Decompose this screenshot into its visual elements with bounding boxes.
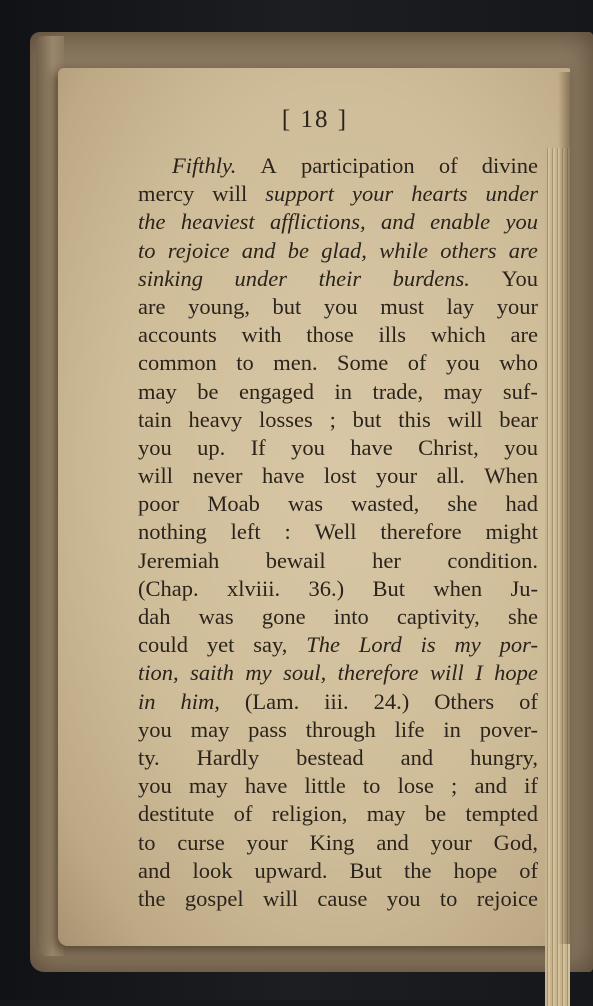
text-line bbox=[138, 349, 538, 377]
word: was bbox=[288, 491, 323, 517]
word: Some bbox=[337, 350, 389, 376]
word: hearts bbox=[411, 181, 468, 207]
word: tain bbox=[138, 406, 172, 432]
text-line bbox=[138, 237, 538, 265]
word: Moab bbox=[207, 491, 260, 517]
word: poor bbox=[138, 491, 180, 517]
word: will bbox=[212, 181, 248, 207]
word: young, bbox=[188, 293, 250, 319]
word: If bbox=[250, 434, 266, 460]
word: have bbox=[350, 434, 393, 460]
word: you bbox=[323, 293, 358, 319]
text-line bbox=[138, 885, 538, 913]
word: hungry, bbox=[470, 744, 538, 770]
word: King bbox=[309, 829, 355, 855]
word: captivity, bbox=[396, 604, 480, 629]
word: support bbox=[265, 181, 334, 207]
word: of bbox=[438, 153, 458, 178]
word: the bbox=[138, 209, 166, 235]
word: But bbox=[372, 575, 405, 601]
word: engaged bbox=[239, 378, 314, 404]
text-line bbox=[138, 688, 538, 716]
word: say, bbox=[253, 632, 288, 658]
word: bear bbox=[499, 406, 538, 432]
word: under bbox=[485, 181, 538, 207]
text-line bbox=[138, 659, 538, 687]
word: my bbox=[454, 632, 481, 658]
word: xlviii. bbox=[226, 575, 281, 601]
word: you bbox=[504, 434, 538, 460]
word: : bbox=[284, 519, 291, 545]
word: When bbox=[484, 463, 538, 489]
word: their bbox=[318, 265, 362, 291]
text-line bbox=[138, 518, 538, 546]
word: when bbox=[433, 575, 483, 601]
word: ills bbox=[378, 322, 406, 348]
word: hope bbox=[494, 660, 538, 686]
word: be bbox=[197, 378, 219, 404]
word: never bbox=[192, 463, 243, 489]
word: rejoice bbox=[476, 885, 538, 911]
word: you bbox=[291, 434, 325, 460]
word: others bbox=[440, 237, 497, 263]
word: I bbox=[475, 660, 483, 686]
word: God, bbox=[493, 829, 538, 855]
word: will bbox=[447, 406, 483, 432]
word: common bbox=[138, 350, 217, 376]
word: your bbox=[352, 181, 394, 207]
word: glad, bbox=[321, 237, 367, 263]
word: will bbox=[429, 660, 464, 686]
text-line bbox=[138, 772, 538, 800]
word: heavy bbox=[188, 406, 243, 432]
word: (Chap. bbox=[138, 575, 199, 601]
word: you bbox=[138, 434, 172, 460]
word: under bbox=[234, 265, 288, 291]
word: lose bbox=[397, 773, 434, 799]
word: dah bbox=[138, 604, 171, 629]
text-line bbox=[138, 152, 538, 180]
word: you bbox=[446, 350, 480, 376]
word: Others bbox=[434, 688, 495, 714]
body-text bbox=[138, 152, 538, 913]
word: and bbox=[138, 857, 171, 883]
word: upward. bbox=[254, 857, 328, 883]
word: the bbox=[404, 857, 432, 883]
text-line bbox=[138, 857, 538, 885]
text-line bbox=[138, 744, 538, 772]
text-line bbox=[138, 265, 538, 293]
word: 36.) bbox=[308, 575, 345, 601]
word: must bbox=[380, 293, 424, 319]
word: condition. bbox=[447, 547, 538, 573]
word: to bbox=[236, 350, 254, 376]
word: up. bbox=[197, 434, 226, 460]
word: soul, bbox=[283, 660, 327, 686]
word: enable bbox=[430, 209, 491, 235]
word: with bbox=[241, 322, 282, 348]
word: little bbox=[304, 773, 346, 799]
word: in bbox=[443, 716, 461, 742]
word: therefore bbox=[337, 660, 419, 686]
word: curse bbox=[177, 829, 225, 855]
word: trade, bbox=[372, 378, 424, 404]
word: heaviest bbox=[180, 209, 255, 235]
word: may bbox=[190, 716, 230, 742]
word: if bbox=[524, 773, 538, 799]
word: she bbox=[507, 604, 538, 629]
text-line bbox=[138, 631, 538, 659]
text-line bbox=[138, 575, 538, 603]
word: might bbox=[485, 519, 538, 545]
word: wasted, bbox=[351, 491, 420, 517]
word: him, bbox=[180, 688, 220, 714]
word: Ju- bbox=[510, 575, 538, 601]
word: of bbox=[407, 350, 427, 376]
word: and bbox=[241, 237, 276, 263]
word: destitute bbox=[138, 801, 215, 827]
word: and bbox=[474, 773, 507, 799]
word: bestead bbox=[296, 744, 364, 770]
word: nothing bbox=[138, 519, 207, 545]
word: accounts bbox=[138, 322, 217, 348]
word: gone bbox=[261, 604, 306, 629]
text-line bbox=[138, 547, 538, 575]
word: saith bbox=[190, 660, 234, 686]
text-line bbox=[138, 406, 538, 434]
word: of bbox=[233, 801, 253, 827]
word: have bbox=[244, 773, 288, 799]
word: to bbox=[138, 237, 156, 263]
word: to bbox=[439, 885, 458, 911]
word: those bbox=[306, 322, 354, 348]
word: are bbox=[510, 322, 538, 348]
word: may bbox=[188, 773, 228, 799]
word: bewail bbox=[265, 547, 326, 573]
word: pass bbox=[248, 716, 287, 742]
word: Christ, bbox=[418, 434, 479, 460]
word: lost bbox=[323, 463, 357, 489]
word: afflictions, bbox=[269, 209, 366, 235]
word: iii. bbox=[324, 688, 349, 714]
word: The bbox=[306, 632, 340, 658]
word: to bbox=[138, 829, 156, 855]
word: pover- bbox=[479, 716, 538, 742]
word: participation bbox=[300, 153, 415, 178]
word: therefore bbox=[380, 519, 462, 545]
word: your bbox=[430, 829, 472, 855]
text-line bbox=[138, 321, 538, 349]
word: of bbox=[519, 688, 538, 714]
word: be bbox=[424, 801, 447, 827]
word: ; bbox=[329, 406, 336, 432]
word: You bbox=[501, 265, 538, 291]
word: this bbox=[398, 406, 431, 432]
word: the bbox=[138, 885, 166, 911]
word: 24.) bbox=[373, 688, 410, 714]
page-gutter-shadow bbox=[558, 72, 570, 944]
word: your bbox=[496, 293, 538, 319]
word: and bbox=[376, 829, 409, 855]
text-line bbox=[138, 378, 538, 406]
text-line bbox=[138, 208, 538, 236]
word: losses bbox=[259, 406, 313, 432]
word: cause bbox=[317, 885, 368, 911]
word: be bbox=[287, 237, 309, 263]
word: you bbox=[505, 209, 538, 235]
word: will bbox=[138, 463, 174, 489]
word: her bbox=[372, 547, 401, 573]
word: suf- bbox=[502, 378, 538, 404]
word: your bbox=[246, 829, 288, 855]
word: had bbox=[505, 491, 538, 517]
word: and bbox=[400, 744, 434, 770]
word: Jeremiah bbox=[138, 547, 220, 573]
word: mercy bbox=[138, 181, 195, 207]
word: in bbox=[334, 378, 353, 404]
word: to bbox=[362, 773, 381, 799]
page-number: [ 18 ] bbox=[281, 106, 349, 133]
word: ; bbox=[451, 773, 458, 799]
text-line bbox=[138, 293, 538, 321]
word: life bbox=[394, 716, 425, 742]
word: may bbox=[138, 378, 177, 404]
word: Lord bbox=[358, 632, 402, 658]
text-line bbox=[138, 829, 538, 857]
word: who bbox=[499, 350, 538, 376]
word: you bbox=[138, 716, 172, 742]
word: Well bbox=[314, 519, 357, 545]
word: but bbox=[352, 406, 382, 432]
word: but bbox=[272, 293, 302, 319]
word: divine bbox=[481, 153, 538, 178]
word: look bbox=[192, 857, 233, 883]
word: which bbox=[430, 322, 486, 348]
word: is bbox=[420, 632, 436, 658]
word: you bbox=[138, 773, 172, 799]
word: rejoice bbox=[167, 237, 230, 263]
word: A bbox=[260, 153, 277, 178]
word: gospel bbox=[184, 885, 244, 911]
word: yet bbox=[206, 632, 235, 658]
word: through bbox=[305, 716, 376, 742]
text-line bbox=[138, 716, 538, 744]
word: you bbox=[386, 885, 421, 911]
word: Fifthly. bbox=[172, 153, 237, 178]
word: burdens. bbox=[392, 265, 470, 291]
text-line bbox=[138, 490, 538, 518]
text-line bbox=[138, 180, 538, 208]
word: are bbox=[138, 293, 166, 319]
word: while bbox=[379, 237, 428, 263]
word: Hardly bbox=[196, 744, 260, 770]
word: my bbox=[245, 660, 272, 686]
word: in bbox=[138, 688, 156, 714]
text-line bbox=[138, 800, 538, 828]
word: all. bbox=[436, 463, 465, 489]
word: will bbox=[263, 885, 299, 911]
word: lay bbox=[446, 293, 475, 319]
word: men. bbox=[273, 350, 318, 376]
word: may bbox=[443, 378, 483, 404]
text-line bbox=[138, 603, 538, 631]
word: hope bbox=[453, 857, 498, 883]
word: But bbox=[349, 857, 383, 883]
text-line bbox=[138, 462, 538, 490]
word: could bbox=[138, 632, 188, 658]
word: sinking bbox=[138, 265, 203, 291]
word: are bbox=[508, 237, 538, 263]
word: (Lam. bbox=[244, 688, 300, 714]
word: ty. bbox=[138, 744, 160, 770]
word: of bbox=[519, 857, 538, 883]
word: into bbox=[333, 604, 369, 629]
word: tempted bbox=[465, 801, 538, 827]
word: por- bbox=[499, 632, 538, 658]
word: have bbox=[261, 463, 305, 489]
word: may bbox=[366, 801, 406, 827]
word: and bbox=[380, 209, 415, 235]
word: your bbox=[375, 463, 418, 489]
word: was bbox=[198, 604, 234, 629]
word: she bbox=[447, 491, 478, 517]
word: left bbox=[230, 519, 261, 545]
text-line bbox=[138, 434, 538, 462]
word: religion, bbox=[271, 801, 348, 827]
word: tion, bbox=[138, 660, 179, 686]
